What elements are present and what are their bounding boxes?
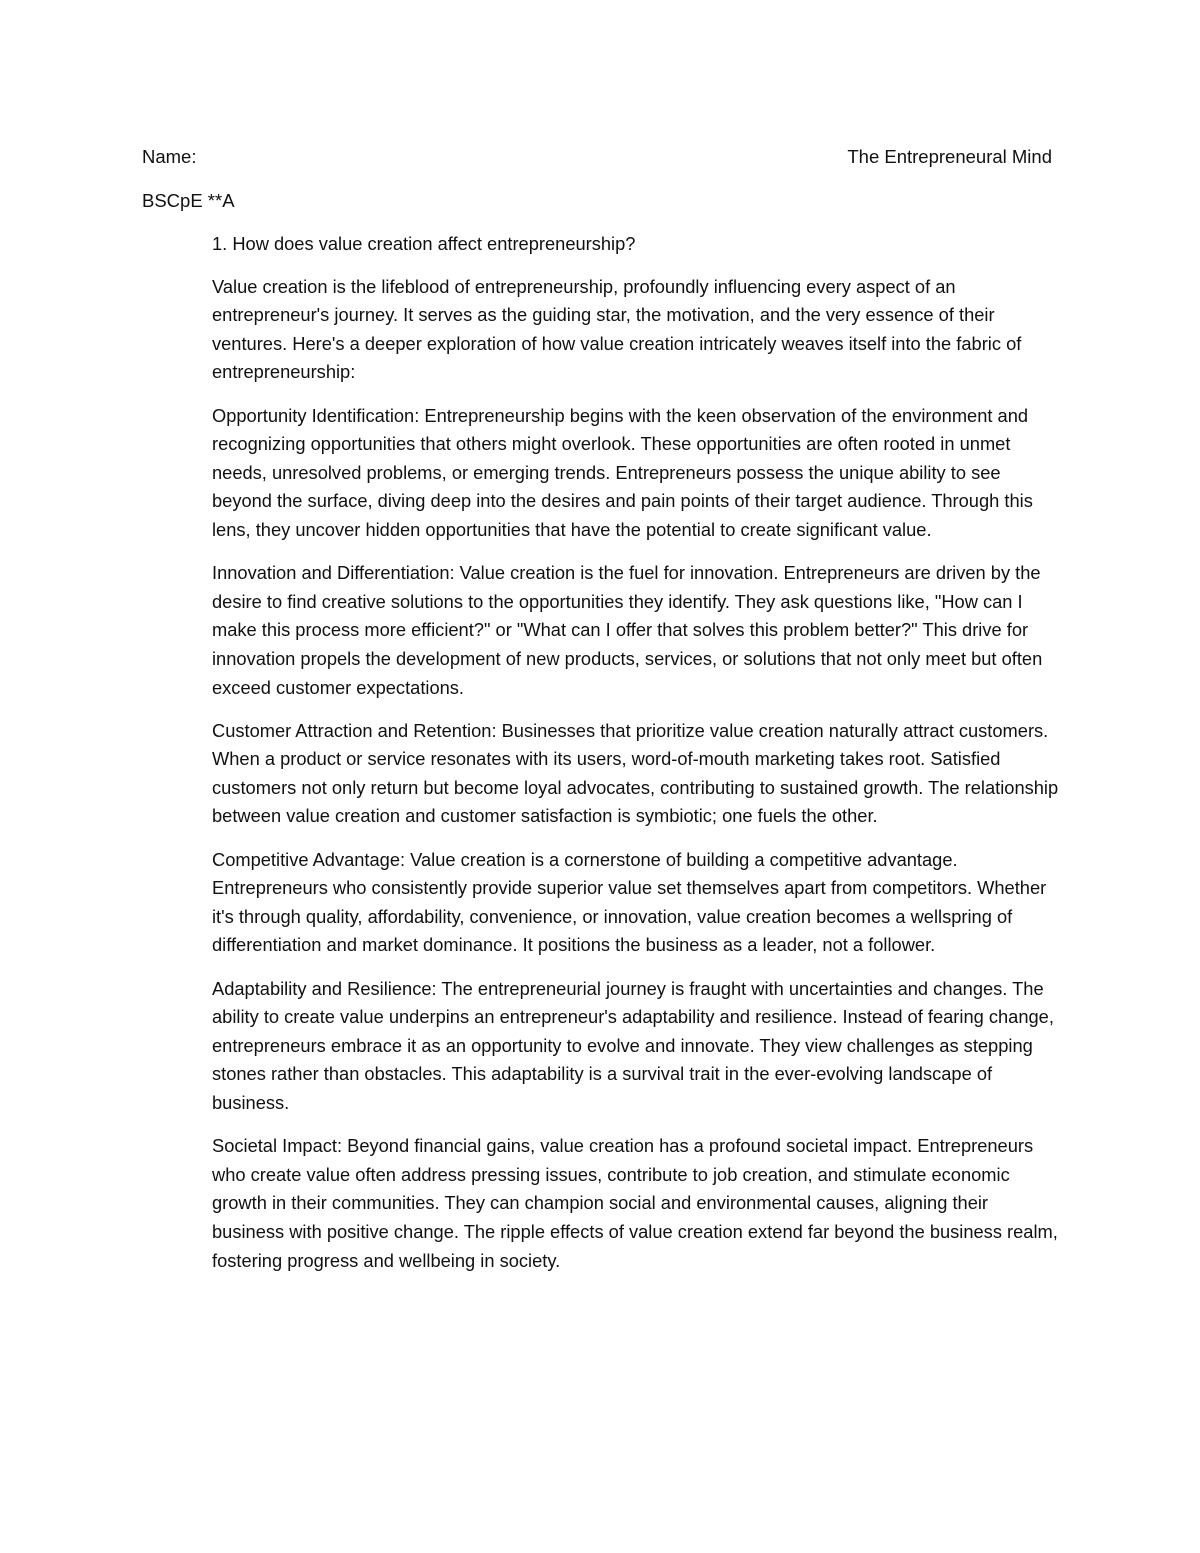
document-header [142, 143, 1052, 171]
customer-attraction-paragraph: Customer Attraction and Retention: Businesses that prioritize value creation naturally attract customers. When a product or service resonates with its users, word-of-mouth marketing takes root. Satisfied customers not only return but become loyal advocates, contributing to sustained growth. The relationship between value creation and customer satisfaction is symbiotic; one fuels the other. [212, 719, 1059, 827]
adaptability-resilience-paragraph: Adaptability and Resilience: The entrepreneurial journey is fraught with uncertainties and changes. The ability to create value underpins an entrepreneur's adaptability and resilience. Instead of fearing change, entrepreneurs embrace it as an opportunity to evolve and innovate. They view challenges as stepping stones rather than obstacles. This adaptability is a survival trait in the ever-evolving landscape of business. [212, 977, 1054, 1113]
question-heading: 1. How does value creation affect entrepreneurship? [212, 233, 636, 254]
essay-body [212, 230, 1062, 1290]
course-title: The Entrepreneural Mind [847, 146, 1052, 167]
innovation-differentiation-paragraph: Innovation and Differentiation: Value creation is the fuel for innovation. Entrepreneurs are driven by the desire to find creative solutions to the opportunities they identify. They ask questions like, "How can I make this process more efficient?" or "What can I offer that solves this problem better?" This drive for innovation propels the development of new products, services, or solutions that not only meet but often exceed customer expectations. [212, 562, 1043, 698]
name-label: Name: [142, 146, 197, 167]
section-code: BSCpE **A [142, 190, 235, 211]
societal-impact-paragraph: Societal Impact: Beyond financial gains, value creation has a profound societal impact. Entrepreneurs who create value often address pressing issues, contribute to job creation, and stimulate economic growth in their communities. They can champion social and environmental causes, aligning their business with positive change. The ripple effects of value creation extend far beyond the business realm, fostering progress and wellbeing in society. [212, 1135, 1058, 1271]
intro-paragraph: Value creation is the lifeblood of entrepreneurship, profoundly influencing every aspect of an entrepreneur's journey. It serves as the guiding star, the motivation, and the very essence of their ventures. Here's a deeper exploration of how value creation intricately weaves itself into the fabric of entrepreneurship: [212, 275, 1022, 383]
opportunity-identification-paragraph: Opportunity Identification: Entrepreneurship begins with the keen observation of the environment and recognizing opportunities that others might overlook. These opportunities are often rooted in unmet needs, unresolved problems, or emerging trends. Entrepreneurs possess the unique ability to see beyond the surface, diving deep into the desires and pain points of their target audience. Through this lens, they uncover hidden opportunities that have the potential to create significant value. [212, 404, 1033, 540]
competitive-advantage-paragraph: Competitive Advantage: Value creation is a cornerstone of building a competitive advantage. Entrepreneurs who consistently provide superior value set themselves apart from competitors. Whether it's through quality, affordability, convenience, or innovation, value creation becomes a wellspring of differentiation and market dominance. It positions the business as a leader, not a follower. [212, 848, 1047, 956]
